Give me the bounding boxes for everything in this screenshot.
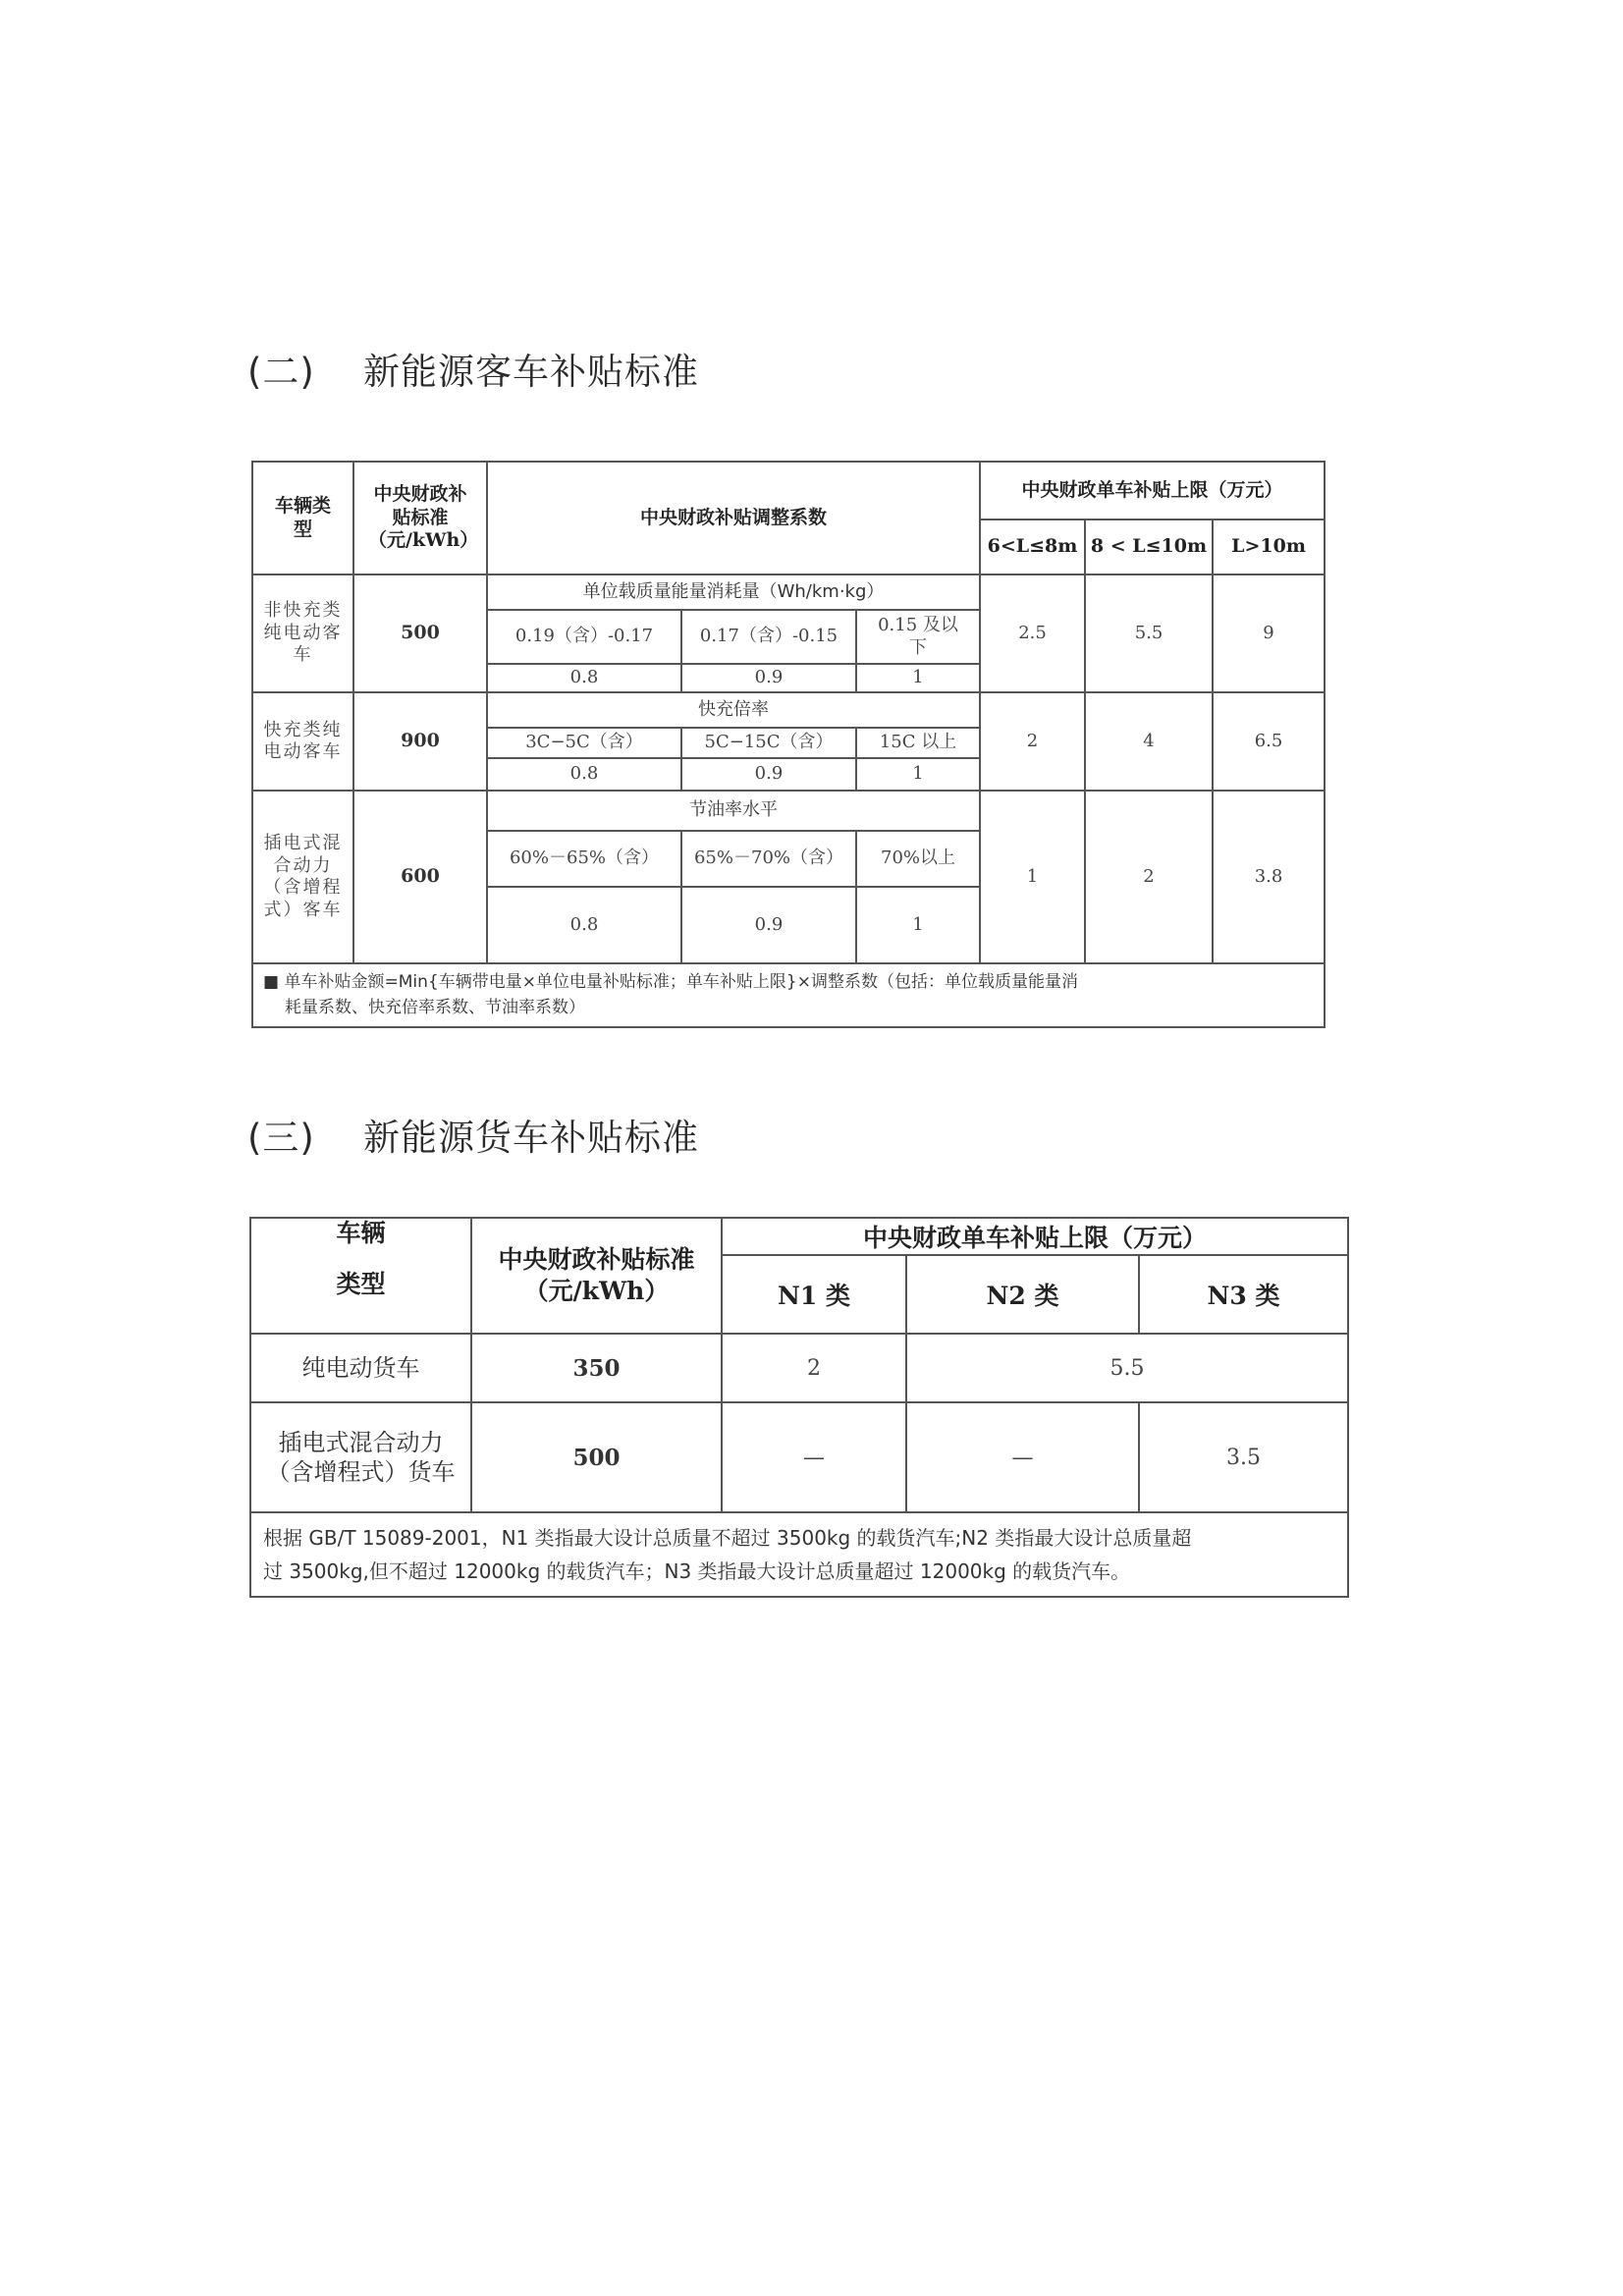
coef-value: 1 <box>856 887 980 963</box>
row-standard: 500 <box>353 574 487 692</box>
header-vehicle-type <box>250 1218 471 1334</box>
cap-n1-value: — <box>722 1402 906 1512</box>
header-cap-over-10m: L>10m <box>1213 519 1325 574</box>
section-heading-bus <box>247 342 699 395</box>
truck-subsidy-table <box>249 1217 1349 1598</box>
range-value: 0.15 及以下 <box>856 610 980 664</box>
header-subsidy-cap: 中央财政单车补贴上限（万元） <box>722 1218 1348 1255</box>
cap-value: 2.5 <box>980 574 1085 692</box>
row-standard: 500 <box>471 1402 722 1512</box>
coef-value: 0.9 <box>681 887 856 963</box>
cap-value: 4 <box>1085 692 1213 791</box>
range-value: 60%－65%（含） <box>487 831 681 887</box>
row-type-nonfast-ev-bus: 非快充类纯电动客车 <box>252 574 353 692</box>
header-cap-8-10m: 8 < L≤10m <box>1085 519 1213 574</box>
cap-n2-value: — <box>906 1402 1139 1512</box>
row-standard: 350 <box>471 1334 722 1402</box>
section-title: 新能源货车补贴标准 <box>363 1117 699 1159</box>
cap-value: 3.8 <box>1213 791 1325 963</box>
coef-value: 0.8 <box>487 664 681 692</box>
header-subsidy-standard: 中央财政补贴标准（元/kWh） <box>471 1218 722 1334</box>
metric-label: 单位载质量能量消耗量（Wh/km·kg） <box>487 574 980 610</box>
cap-value: 1 <box>980 791 1085 963</box>
range-value: 70%以上 <box>856 831 980 887</box>
cap-value: 2 <box>980 692 1085 791</box>
coef-value: 0.9 <box>681 758 856 791</box>
header-n2: N2 类 <box>906 1255 1139 1334</box>
coef-value: 1 <box>856 664 980 692</box>
bus-table-footnote <box>252 963 1325 1027</box>
section-number: (三) <box>247 1117 315 1159</box>
cap-value: 6.5 <box>1213 692 1325 791</box>
row-type-phev-bus: 插电式混合动力（含增程式）客车 <box>252 791 353 963</box>
header-n1: N1 类 <box>722 1255 906 1334</box>
section-title: 新能源客车补贴标准 <box>363 351 699 393</box>
header-cap-6-8m: 6<L≤8m <box>980 519 1085 574</box>
header-n3: N3 类 <box>1139 1255 1348 1334</box>
bus-subsidy-table <box>251 461 1325 1028</box>
cap-value: 5.5 <box>1085 574 1213 692</box>
coef-value: 0.8 <box>487 758 681 791</box>
header-vehicle-type: 车辆类型 <box>252 462 353 574</box>
cap-value: 9 <box>1213 574 1325 692</box>
row-standard: 600 <box>353 791 487 963</box>
header-adjustment-coefficient: 中央财政补贴调整系数 <box>487 462 980 574</box>
coef-value: 0.8 <box>487 887 681 963</box>
section-number: (二) <box>247 351 315 393</box>
header-vehicle-type-line1: 车辆 <box>336 1219 386 1247</box>
coef-value: 1 <box>856 758 980 791</box>
range-value: 15C 以上 <box>856 728 980 758</box>
row-standard: 900 <box>353 692 487 791</box>
truck-table-footnote <box>250 1512 1348 1597</box>
header-vehicle-type-line2: 类型 <box>336 1270 386 1298</box>
metric-label: 快充倍率 <box>487 692 980 728</box>
range-value: 5C−15C（含） <box>681 728 856 758</box>
footnote-line: ■ 单车补贴金额=Min{车辆带电量×单位电量补贴标准；单车补贴上限}×调整系数（包括：单位载质量能量消 <box>263 972 1078 992</box>
row-type-fast-ev-bus: 快充类纯电动客车 <box>252 692 353 791</box>
footnote-line: 耗量系数、快充倍率系数、节油率系数） <box>285 997 585 1017</box>
row-type-phev-truck: 插电式混合动力（含增程式）货车 <box>250 1402 471 1512</box>
cap-n1-value: 2 <box>722 1334 906 1402</box>
cap-n2-n3-value: 5.5 <box>906 1334 1348 1402</box>
range-value: 3C−5C（含） <box>487 728 681 758</box>
footnote-line: 根据 GB/T 15089-2001，N1 类指最大设计总质量不超过 3500kg 的载货汽车;N2 类指最大设计总质量超 <box>263 1526 1192 1550</box>
range-value: 65%－70%（含） <box>681 831 856 887</box>
header-subsidy-cap: 中央财政单车补贴上限（万元） <box>980 462 1325 519</box>
metric-label: 节油率水平 <box>487 791 980 831</box>
coef-value: 0.9 <box>681 664 856 692</box>
footnote-line: 过 3500kg,但不超过 12000kg 的载货汽车；N3 类指最大设计总质量超过 12000kg 的载货汽车。 <box>263 1559 1131 1583</box>
cap-n3-value: 3.5 <box>1139 1402 1348 1512</box>
section-heading-truck <box>247 1108 699 1161</box>
cap-value: 2 <box>1085 791 1213 963</box>
range-value: 0.19（含）-0.17 <box>487 610 681 664</box>
row-type-ev-truck: 纯电动货车 <box>250 1334 471 1402</box>
header-subsidy-standard: 中央财政补贴标准（元/kWh） <box>353 462 487 574</box>
range-value: 0.17（含）-0.15 <box>681 610 856 664</box>
